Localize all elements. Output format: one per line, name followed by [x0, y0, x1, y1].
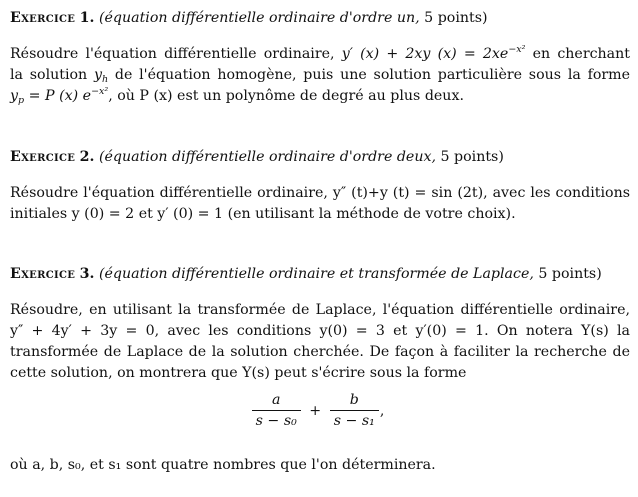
exercise-1-points: 5 points) — [424, 10, 488, 26]
exercise-2-heading — [10, 147, 630, 167]
exercise-3-heading — [10, 264, 630, 284]
ex1-yp: y — [10, 88, 19, 104]
exercise-3-subtitle: (équation différentielle ordinaire et transformée de Laplace, — [98, 266, 534, 282]
exercise-3 — [10, 264, 630, 384]
ex1-exponent: −x² — [508, 44, 526, 55]
ex1-equation: y′ (x) + 2xy (x) = 2xe — [341, 46, 509, 62]
exercise-3-line-3: transformée de Laplace de la solution cherchée. De façon à faciliter la recherche de — [10, 344, 630, 360]
exercise-3-line-5: où a, b, s₀, et s₁ sont quatre nombres que l'on déterminera. — [10, 457, 436, 473]
exercise-3-points: 5 points) — [538, 266, 602, 282]
ex1-yh-sub: h — [101, 74, 109, 85]
exercise-3-line-2: y″ + 4y′ + 3y = 0, avec les conditions y(0) = 3 et y′(0) = 1. On notera Y(s) la — [10, 323, 630, 339]
exercise-1-number: 1. — [79, 10, 95, 26]
exercise-1-heading — [10, 8, 630, 28]
fraction-a-numerator: a — [271, 392, 281, 408]
exercise-2-points: 5 points) — [440, 149, 504, 165]
exercise-1-label: Exercice — [10, 10, 76, 26]
fraction-b — [330, 392, 379, 429]
exercise-1 — [10, 8, 630, 107]
exercise-2-line-2: initiales y (0) = 2 et y′ (0) = 1 (en utilisant la méthode de votre choix). — [10, 206, 516, 222]
exercise-2-line-1: Résoudre l'équation différentielle ordinaire, y″ (t)+y (t) = sin (2t), avec les conditions — [10, 185, 630, 201]
ex1-yp-sub: p — [18, 95, 25, 106]
fraction-a-denominator: s − s₀ — [252, 410, 301, 429]
ex1-yp-exponent: −x² — [91, 86, 109, 97]
exercise-1-subtitle: (équation différentielle ordinaire d'ordre un, — [98, 10, 420, 26]
exercise-3-label: Exercice — [10, 266, 76, 282]
fraction-b-denominator: s − s₁ — [330, 410, 379, 429]
exercise-2-number: 2. — [79, 149, 95, 165]
ex1-yp-form: = P (x) e — [24, 88, 92, 104]
ex1-line1-text: Résoudre l'équation différentielle ordinaire, — [10, 46, 342, 62]
exercise-1-line-1 — [10, 44, 630, 65]
exercise-3-line-1: Résoudre, en utilisant la transformée de Laplace, l'équation différentielle ordinaire, — [10, 302, 630, 318]
ex1-line2-tail: de l'équation homogène, puis une solution particulière sous la forme — [108, 67, 631, 83]
exercise-2 — [10, 147, 630, 225]
exercise-3-conclusion — [10, 455, 630, 476]
exercise-3-line-4: cette solution, on montrera que Y(s) peut s'écrire sous la forme — [10, 365, 467, 381]
ex1-line1-tail: en cherchant — [525, 46, 630, 62]
fraction-b-numerator: b — [349, 392, 359, 408]
ex1-line2-text: la solution — [10, 67, 94, 83]
fraction-a — [252, 392, 301, 429]
plus-sign: + — [309, 402, 322, 419]
trailing-comma: , — [379, 402, 385, 419]
exercise-3-number: 3. — [79, 266, 95, 282]
laplace-decomposition — [10, 392, 630, 429]
exercise-2-label: Exercice — [10, 149, 76, 165]
exercise-2-subtitle: (équation différentielle ordinaire d'ordre deux, — [98, 149, 436, 165]
exercise-1-line-2 — [10, 65, 630, 86]
ex1-yh: y — [93, 67, 102, 83]
exercise-1-line-3 — [10, 86, 630, 107]
ex1-line3-tail: , où P (x) est un polynôme de degré au plus deux. — [108, 88, 464, 104]
